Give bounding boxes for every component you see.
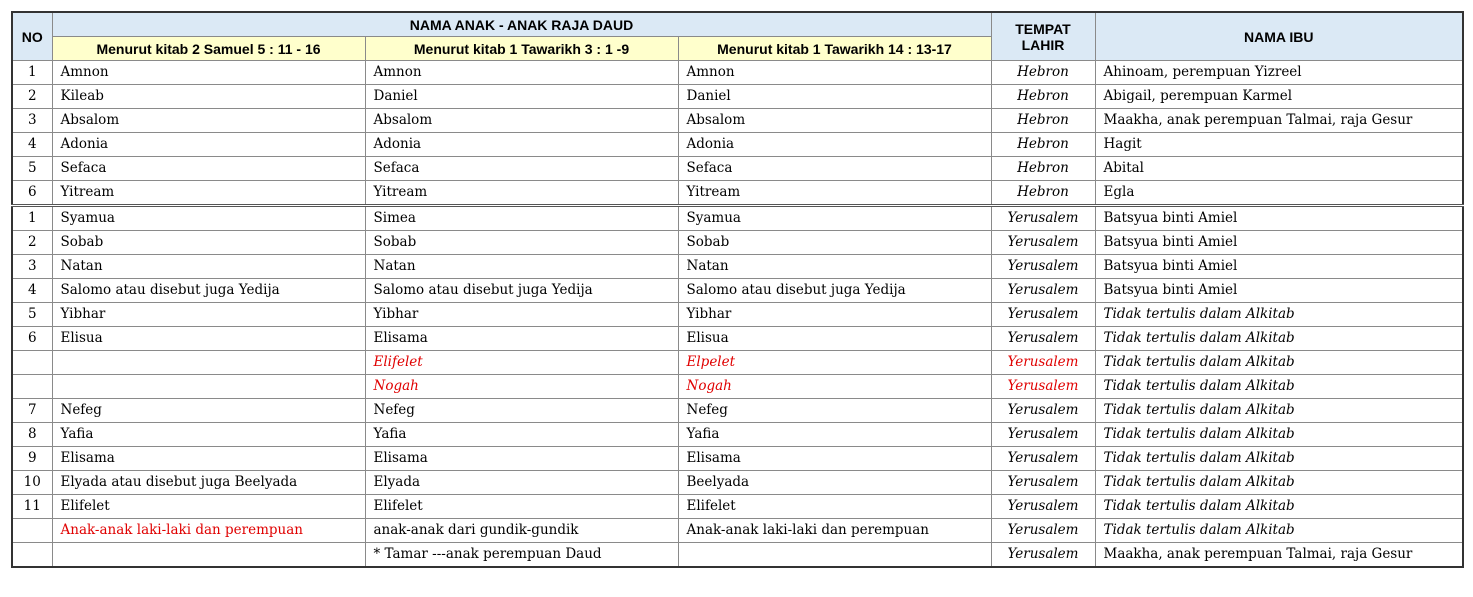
cell-samuel: Absalom: [52, 109, 365, 133]
table-row: [12, 423, 1463, 447]
cell-no: 3: [12, 255, 52, 279]
cell-no: 10: [12, 471, 52, 495]
cell-tempat-lahir: Yerusalem: [991, 231, 1095, 255]
cell-samuel: Elisua: [52, 327, 365, 351]
cell-tawarikh-14: Salomo atau disebut juga Yedija: [678, 279, 991, 303]
cell-tawarikh-3: anak-anak dari gundik-gundik: [365, 519, 678, 543]
cell-tawarikh-14: Natan: [678, 255, 991, 279]
table-row: [12, 447, 1463, 471]
cell-nama-ibu: Batsyua binti Amiel: [1095, 255, 1463, 279]
cell-no: 6: [12, 327, 52, 351]
table-row: [12, 327, 1463, 351]
cell-tawarikh-14: Elifelet: [678, 495, 991, 519]
cell-no: [12, 519, 52, 543]
cell-no: 2: [12, 85, 52, 109]
cell-tawarikh-14: Yibhar: [678, 303, 991, 327]
cell-tawarikh-14: Elpelet: [678, 351, 991, 375]
cell-samuel: Syamua: [52, 206, 365, 231]
header-tawarikh-3: Menurut kitab 1 Tawarikh 3 : 1 -9: [365, 37, 678, 61]
cell-samuel: Yibhar: [52, 303, 365, 327]
cell-tempat-lahir: Yerusalem: [991, 279, 1095, 303]
cell-tawarikh-3: Adonia: [365, 133, 678, 157]
table-row: [12, 255, 1463, 279]
cell-nama-ibu: Ahinoam, perempuan Yizreel: [1095, 61, 1463, 85]
cell-samuel: Elyada atau disebut juga Beelyada: [52, 471, 365, 495]
cell-no: 8: [12, 423, 52, 447]
cell-samuel: [52, 351, 365, 375]
cell-samuel: Salomo atau disebut juga Yedija: [52, 279, 365, 303]
cell-tawarikh-14: Syamua: [678, 206, 991, 231]
cell-tawarikh-14: [678, 543, 991, 568]
cell-tawarikh-3: Salomo atau disebut juga Yedija: [365, 279, 678, 303]
cell-tempat-lahir: Yerusalem: [991, 255, 1095, 279]
table-row: [12, 543, 1463, 568]
table-row: [12, 375, 1463, 399]
table-row: [12, 109, 1463, 133]
cell-nama-ibu: Batsyua binti Amiel: [1095, 279, 1463, 303]
cell-no: 9: [12, 447, 52, 471]
cell-tempat-lahir: Yerusalem: [991, 423, 1095, 447]
table-row: [12, 206, 1463, 231]
cell-no: 1: [12, 206, 52, 231]
cell-tawarikh-3: Elifelet: [365, 351, 678, 375]
cell-tempat-lahir: Yerusalem: [991, 495, 1095, 519]
cell-tempat-lahir: Yerusalem: [991, 471, 1095, 495]
cell-tawarikh-3: Yafia: [365, 423, 678, 447]
header-tawarikh-14: Menurut kitab 1 Tawarikh 14 : 13-17: [678, 37, 991, 61]
cell-tawarikh-3: Elifelet: [365, 495, 678, 519]
cell-tempat-lahir: Yerusalem: [991, 351, 1095, 375]
cell-tawarikh-3: Natan: [365, 255, 678, 279]
header-nama-ibu: NAMA IBU: [1095, 12, 1463, 61]
header-no: NO: [12, 12, 52, 61]
table-row: [12, 85, 1463, 109]
table-row: [12, 231, 1463, 255]
table-row: [12, 399, 1463, 423]
cell-tawarikh-14: Absalom: [678, 109, 991, 133]
cell-no: [12, 375, 52, 399]
cell-no: 5: [12, 303, 52, 327]
cell-no: 4: [12, 133, 52, 157]
cell-samuel: [52, 543, 365, 568]
table-row: [12, 279, 1463, 303]
cell-nama-ibu: Abital: [1095, 157, 1463, 181]
cell-nama-ibu: Hagit: [1095, 133, 1463, 157]
cell-tempat-lahir: Hebron: [991, 85, 1095, 109]
table-row: [12, 351, 1463, 375]
cell-tawarikh-3: Nogah: [365, 375, 678, 399]
cell-samuel: Anak-anak laki-laki dan perempuan: [52, 519, 365, 543]
table-row: [12, 157, 1463, 181]
cell-tawarikh-3: Absalom: [365, 109, 678, 133]
cell-tawarikh-14: Amnon: [678, 61, 991, 85]
cell-tempat-lahir: Yerusalem: [991, 303, 1095, 327]
cell-tawarikh-3: Amnon: [365, 61, 678, 85]
table-row: [12, 495, 1463, 519]
cell-samuel: [52, 375, 365, 399]
cell-tempat-lahir: Yerusalem: [991, 519, 1095, 543]
cell-tempat-lahir: Hebron: [991, 109, 1095, 133]
cell-samuel: Sefaca: [52, 157, 365, 181]
cell-tawarikh-14: Elisama: [678, 447, 991, 471]
cell-nama-ibu: Tidak tertulis dalam Alkitab: [1095, 327, 1463, 351]
cell-samuel: Elisama: [52, 447, 365, 471]
cell-tawarikh-14: Elisua: [678, 327, 991, 351]
cell-nama-ibu: Batsyua binti Amiel: [1095, 231, 1463, 255]
cell-nama-ibu: Tidak tertulis dalam Alkitab: [1095, 423, 1463, 447]
table-row: [12, 471, 1463, 495]
header-tempat-lahir: TEMPAT LAHIR: [991, 12, 1095, 61]
cell-no: [12, 543, 52, 568]
cell-no: 11: [12, 495, 52, 519]
cell-tawarikh-14: Beelyada: [678, 471, 991, 495]
cell-samuel: Yitream: [52, 181, 365, 206]
cell-tawarikh-3: Sefaca: [365, 157, 678, 181]
cell-tempat-lahir: Yerusalem: [991, 327, 1095, 351]
cell-tawarikh-14: Sefaca: [678, 157, 991, 181]
cell-samuel: Sobab: [52, 231, 365, 255]
cell-tempat-lahir: Hebron: [991, 61, 1095, 85]
cell-tawarikh-14: Daniel: [678, 85, 991, 109]
cell-no: 2: [12, 231, 52, 255]
table-body: [12, 61, 1463, 568]
cell-tawarikh-14: Adonia: [678, 133, 991, 157]
cell-tempat-lahir: Yerusalem: [991, 399, 1095, 423]
cell-no: 7: [12, 399, 52, 423]
cell-nama-ibu: Egla: [1095, 181, 1463, 206]
cell-tempat-lahir: Yerusalem: [991, 206, 1095, 231]
cell-no: [12, 351, 52, 375]
cell-tawarikh-14: Yafia: [678, 423, 991, 447]
cell-nama-ibu: Maakha, anak perempuan Talmai, raja Gesur: [1095, 109, 1463, 133]
cell-tempat-lahir: Yerusalem: [991, 375, 1095, 399]
cell-samuel: Adonia: [52, 133, 365, 157]
cell-tempat-lahir: Hebron: [991, 157, 1095, 181]
cell-tawarikh-14: Sobab: [678, 231, 991, 255]
table-row: [12, 181, 1463, 206]
cell-tawarikh-3: Elisama: [365, 327, 678, 351]
cell-samuel: Elifelet: [52, 495, 365, 519]
cell-no: 6: [12, 181, 52, 206]
cell-nama-ibu: Tidak tertulis dalam Alkitab: [1095, 471, 1463, 495]
cell-nama-ibu: Tidak tertulis dalam Alkitab: [1095, 375, 1463, 399]
cell-tempat-lahir: Yerusalem: [991, 447, 1095, 471]
cell-no: 4: [12, 279, 52, 303]
cell-samuel: Natan: [52, 255, 365, 279]
cell-nama-ibu: Maakha, anak perempuan Talmai, raja Gesur: [1095, 543, 1463, 568]
cell-nama-ibu: Tidak tertulis dalam Alkitab: [1095, 399, 1463, 423]
cell-tawarikh-3: Elisama: [365, 447, 678, 471]
cell-samuel: Kileab: [52, 85, 365, 109]
cell-tawarikh-3: Yibhar: [365, 303, 678, 327]
cell-nama-ibu: Tidak tertulis dalam Alkitab: [1095, 495, 1463, 519]
cell-samuel: Yafia: [52, 423, 365, 447]
table-row: [12, 303, 1463, 327]
cell-tawarikh-3: * Tamar ---anak perempuan Daud: [365, 543, 678, 568]
cell-tawarikh-3: Simea: [365, 206, 678, 231]
cell-tempat-lahir: Yerusalem: [991, 543, 1095, 568]
cell-tawarikh-14: Anak-anak laki-laki dan perempuan: [678, 519, 991, 543]
cell-nama-ibu: Abigail, perempuan Karmel: [1095, 85, 1463, 109]
cell-nama-ibu: Tidak tertulis dalam Alkitab: [1095, 303, 1463, 327]
cell-tawarikh-3: Nefeg: [365, 399, 678, 423]
cell-nama-ibu: Tidak tertulis dalam Alkitab: [1095, 519, 1463, 543]
cell-tawarikh-14: Nefeg: [678, 399, 991, 423]
cell-tawarikh-3: Yitream: [365, 181, 678, 206]
header-samuel: Menurut kitab 2 Samuel 5 : 11 - 16: [52, 37, 365, 61]
table-row: [12, 61, 1463, 85]
sons-of-david-table: [11, 11, 1464, 568]
cell-samuel: Amnon: [52, 61, 365, 85]
cell-no: 1: [12, 61, 52, 85]
cell-no: 3: [12, 109, 52, 133]
cell-samuel: Nefeg: [52, 399, 365, 423]
cell-nama-ibu: Batsyua binti Amiel: [1095, 206, 1463, 231]
header-group-title: NAMA ANAK - ANAK RAJA DAUD: [52, 12, 991, 37]
cell-no: 5: [12, 157, 52, 181]
cell-tawarikh-14: Nogah: [678, 375, 991, 399]
cell-tawarikh-14: Yitream: [678, 181, 991, 206]
cell-nama-ibu: Tidak tertulis dalam Alkitab: [1095, 351, 1463, 375]
table-row: [12, 133, 1463, 157]
cell-tawarikh-3: Elyada: [365, 471, 678, 495]
cell-tawarikh-3: Sobab: [365, 231, 678, 255]
table-row: [12, 519, 1463, 543]
cell-nama-ibu: Tidak tertulis dalam Alkitab: [1095, 447, 1463, 471]
cell-tawarikh-3: Daniel: [365, 85, 678, 109]
cell-tempat-lahir: Hebron: [991, 181, 1095, 206]
cell-tempat-lahir: Hebron: [991, 133, 1095, 157]
